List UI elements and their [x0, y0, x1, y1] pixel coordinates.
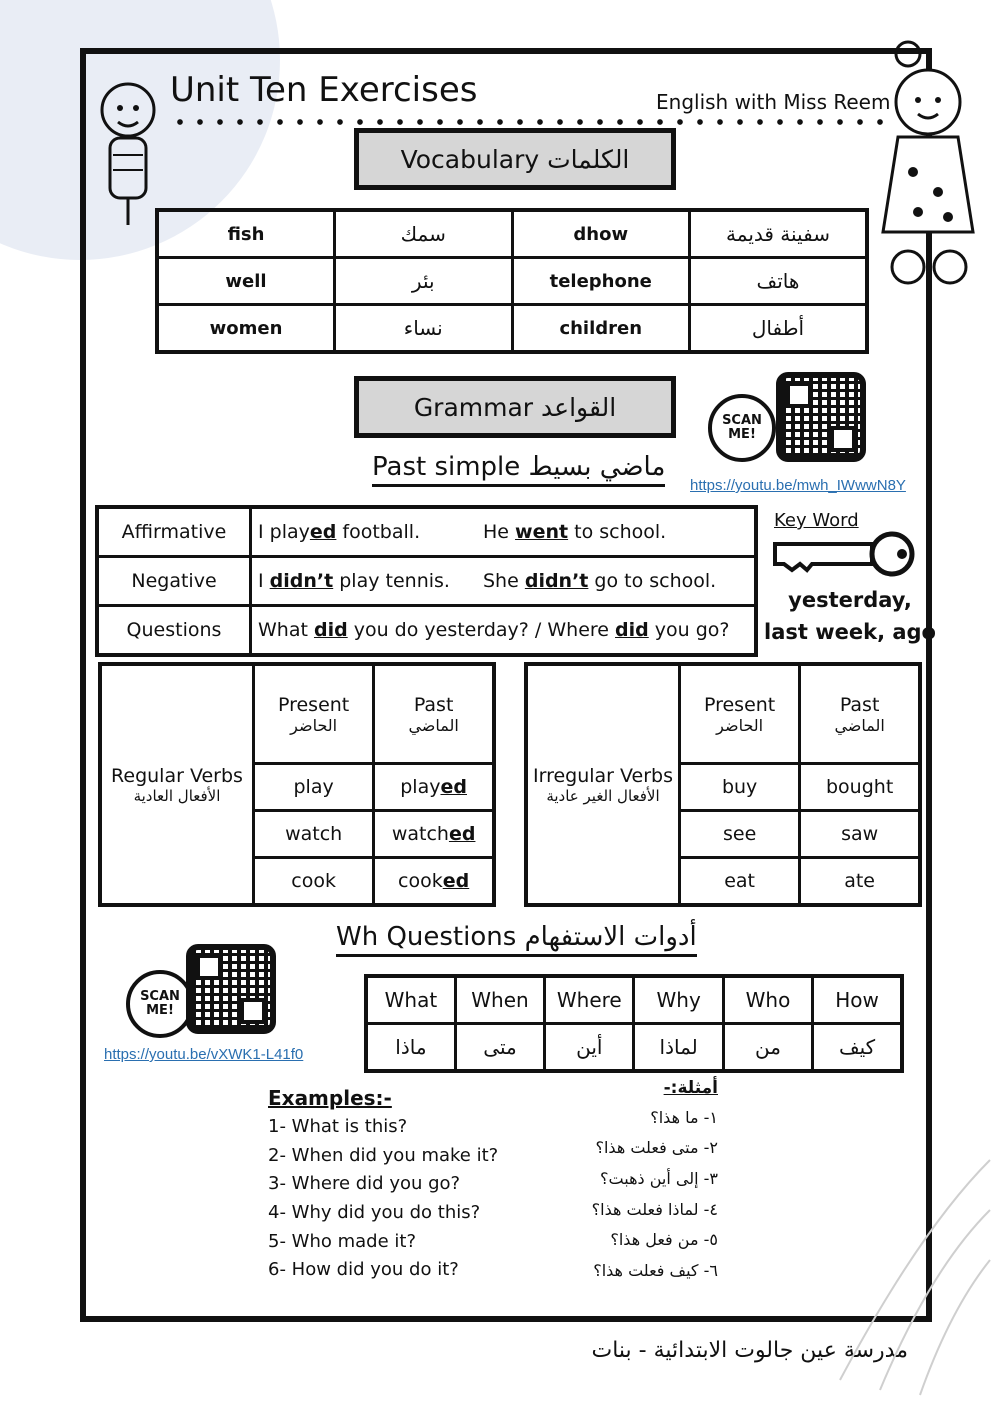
highlight-text: did	[313, 619, 348, 641]
wh-word-ar: متى	[455, 1024, 544, 1072]
wh-word: Who	[723, 976, 812, 1024]
highlight-text: ed	[309, 521, 337, 543]
vocab-ar: سفينة قديمة	[690, 210, 868, 258]
table-row	[157, 210, 867, 258]
example-item-ar: ٣- إلى أين ذهبت؟	[600, 1169, 718, 1188]
example-text: you go?	[648, 619, 730, 641]
irregular-verbs-title-cell	[526, 664, 680, 905]
scan-me-badge: SCAN ME!	[708, 394, 776, 462]
scan-me-badge: SCAN ME!	[126, 970, 194, 1038]
highlight-text: didn’t	[524, 570, 589, 592]
vocab-en: dhow	[512, 210, 690, 258]
present-header	[254, 664, 374, 764]
example-text: I	[258, 570, 270, 592]
example-item: 6- How did you do it?	[268, 1259, 459, 1280]
irregular-verbs-title: Irregular Verbs	[532, 764, 674, 787]
row-label: Questions	[97, 606, 251, 656]
wh-word: How	[813, 976, 902, 1024]
examples-title-ar: أمثلة:-	[663, 1078, 718, 1098]
verb-present: see	[680, 811, 800, 858]
wh-word: What	[366, 976, 455, 1024]
present-label-ar: الحاضر	[716, 715, 764, 735]
regular-verbs-title-cell	[100, 664, 254, 905]
wh-word: Where	[545, 976, 634, 1024]
table-row	[366, 1024, 902, 1072]
regular-verbs-title: Regular Verbs	[111, 764, 243, 787]
girl-cartoon-icon	[878, 32, 978, 292]
brand-name: English with Miss Reem	[656, 90, 891, 114]
past-label: Past	[839, 693, 880, 716]
vocabulary-heading: Vocabulary الكلمات	[354, 128, 676, 190]
tense-title: Past simple ماضي بسيط	[372, 452, 665, 487]
verb-past: ate	[800, 858, 920, 906]
verb-present: eat	[680, 858, 800, 906]
vocab-en: fish	[157, 210, 335, 258]
vocab-en: well	[157, 258, 335, 305]
example-item-ar: ١- ما هذا؟	[650, 1108, 718, 1127]
vocabulary-table	[155, 208, 869, 354]
table-row	[100, 664, 494, 764]
example-item: 2- When did you make it?	[268, 1145, 499, 1166]
grammar-heading: Grammar القواعد	[354, 376, 676, 438]
past-header	[800, 664, 920, 764]
example-item: 1- What is this?	[268, 1116, 408, 1137]
vocab-en: telephone	[512, 258, 690, 305]
example-cell	[251, 507, 757, 557]
highlight-text: didn’t	[269, 570, 334, 592]
key-icon	[772, 530, 922, 580]
past-label-ar: الماضي	[834, 715, 885, 735]
verb-present: buy	[680, 764, 800, 811]
example-item-ar: ٥- من فعل هذا؟	[610, 1230, 718, 1249]
irregular-verbs-title-ar: الأفعال الغير عادية	[546, 786, 660, 805]
wh-word: When	[455, 976, 544, 1024]
wh-word: Why	[634, 976, 723, 1024]
vocab-ar: أطفال	[690, 305, 868, 353]
dotted-divider	[170, 118, 890, 126]
verb-past: saw	[800, 811, 920, 858]
example-text: you do yesterday? / Where	[347, 619, 616, 641]
key-words: yesterday, last week, ago	[764, 588, 936, 644]
table-row	[526, 664, 920, 764]
example-cell	[251, 557, 757, 606]
past-label-ar: الماضي	[408, 715, 459, 735]
example-text: I play	[258, 521, 310, 543]
grammar-video-link[interactable]: https://youtu.be/mwh_IWwwN8Y	[690, 477, 906, 494]
highlight-text: did	[615, 619, 649, 641]
present-header	[680, 664, 800, 764]
regular-verbs-table	[98, 662, 496, 907]
present-label: Present	[277, 693, 350, 716]
verb-stem: play	[400, 776, 441, 798]
present-label: Present	[703, 693, 776, 716]
table-row	[97, 606, 756, 656]
wh-questions-title: Wh Questions أدوات الاستفهام	[336, 922, 697, 957]
vocab-ar: بئر	[335, 258, 513, 305]
regular-verbs-title-ar: الأفعال العادية	[133, 786, 221, 805]
verb-present: play	[254, 764, 374, 811]
example-text: to school.	[568, 521, 667, 543]
vocab-ar: هاتف	[690, 258, 868, 305]
verb-past	[374, 811, 494, 858]
qr-code[interactable]	[776, 372, 866, 462]
wh-word-ar: كيف	[813, 1024, 902, 1072]
example-text: She	[483, 570, 525, 592]
present-label-ar: الحاضر	[290, 715, 338, 735]
example-text: What	[258, 619, 314, 641]
row-label: Negative	[97, 557, 251, 606]
table-row	[97, 557, 756, 606]
verb-past	[374, 764, 494, 811]
verb-past	[374, 858, 494, 906]
verb-suffix: ed	[448, 823, 476, 845]
corner-line-decoration	[800, 1150, 992, 1400]
boy-cartoon-icon	[88, 60, 168, 230]
examples-title: Examples:-	[268, 1086, 392, 1110]
verb-suffix: ed	[442, 870, 470, 892]
wh-questions-table	[364, 974, 904, 1073]
table-row	[366, 976, 902, 1024]
example-item-ar: ٦- كيف فعلت هذا؟	[593, 1261, 718, 1280]
example-item: 5- Who made it?	[268, 1231, 417, 1252]
example-text: football.	[336, 521, 421, 543]
example-item-ar: ٢- متى فعلت هذا؟	[595, 1138, 718, 1157]
vocab-ar: سمك	[335, 210, 513, 258]
vocab-en: children	[512, 305, 690, 353]
verb-suffix: ed	[440, 776, 467, 798]
row-label: Affirmative	[97, 507, 251, 557]
wh-word-ar: لماذا	[634, 1024, 723, 1072]
example-text: play tennis.	[333, 570, 450, 592]
verb-present: watch	[254, 811, 374, 858]
example-text: go to school.	[588, 570, 717, 592]
past-header	[374, 664, 494, 764]
past-simple-table	[95, 505, 758, 657]
highlight-text: went	[515, 521, 569, 543]
table-row	[157, 305, 867, 353]
example-item: 3- Where did you go?	[268, 1173, 461, 1194]
vocab-en: women	[157, 305, 335, 353]
wh-word-ar: من	[723, 1024, 812, 1072]
wh-word-ar: ماذا	[366, 1024, 455, 1072]
table-row	[97, 507, 756, 557]
example-text: He	[483, 521, 516, 543]
qr-code[interactable]	[186, 944, 276, 1034]
past-label: Past	[413, 693, 454, 716]
verb-stem: cook	[398, 870, 443, 892]
verb-present: cook	[254, 858, 374, 906]
verb-stem: watch	[391, 823, 449, 845]
school-name: مدرسة عين جالوت الابتدائية - بنات	[591, 1338, 908, 1363]
example-cell	[251, 606, 757, 656]
wh-video-link[interactable]: https://youtu.be/vXWK1-L41f0	[104, 1046, 304, 1063]
verb-past: bought	[800, 764, 920, 811]
example-item: 4- Why did you do this?	[268, 1202, 481, 1223]
key-word-title: Key Word	[774, 510, 859, 531]
vocab-ar: نساء	[335, 305, 513, 353]
page-title: Unit Ten Exercises	[170, 70, 478, 110]
wh-word-ar: أين	[545, 1024, 634, 1072]
table-row	[157, 258, 867, 305]
example-item-ar: ٤- لماذا فعلت هذا؟	[591, 1200, 718, 1219]
irregular-verbs-table	[524, 662, 922, 907]
